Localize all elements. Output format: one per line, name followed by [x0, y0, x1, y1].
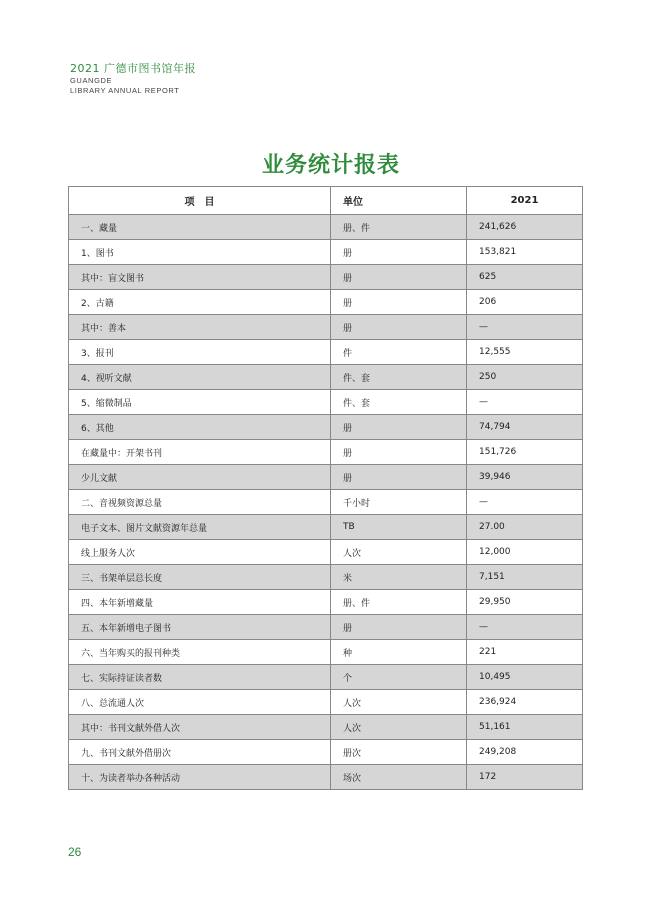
column-header-unit: 单位	[331, 187, 467, 215]
table-row	[69, 265, 583, 290]
cell-unit: 人次	[331, 715, 467, 740]
cell-value: 12,555	[467, 340, 583, 365]
table-row	[69, 465, 583, 490]
column-header-year: 2021	[467, 187, 583, 215]
report-header-sub2: LIBRARY ANNUAL REPORT	[70, 86, 180, 95]
page-number: 26	[68, 845, 82, 859]
cell-unit: 人次	[331, 540, 467, 565]
cell-unit: 册	[331, 465, 467, 490]
table-row	[69, 565, 583, 590]
cell-value: —	[467, 390, 583, 415]
cell-item: 六、当年购买的报刊种类	[69, 640, 331, 665]
cell-unit: 米	[331, 565, 467, 590]
report-header-title: 2021 广德市图书馆年报	[70, 62, 196, 75]
table-row	[69, 615, 583, 640]
table-row	[69, 690, 583, 715]
cell-item: 四、本年新增藏量	[69, 590, 331, 615]
table-row	[69, 215, 583, 240]
cell-value: 172	[467, 765, 583, 790]
cell-unit: 册次	[331, 740, 467, 765]
cell-item: 十、为读者举办各种活动	[69, 765, 331, 790]
table-row	[69, 390, 583, 415]
cell-unit: 人次	[331, 690, 467, 715]
cell-value: 221	[467, 640, 583, 665]
cell-value: 39,946	[467, 465, 583, 490]
cell-value: —	[467, 490, 583, 515]
table-row	[69, 665, 583, 690]
cell-item: 一、藏量	[69, 215, 331, 240]
table-row	[69, 415, 583, 440]
cell-value: 625	[467, 265, 583, 290]
cell-unit: 册	[331, 440, 467, 465]
cell-item: 二、音视频资源总量	[69, 490, 331, 515]
table-row	[69, 715, 583, 740]
cell-item: 线上服务人次	[69, 540, 331, 565]
cell-item: 其中：书刊文献外借人次	[69, 715, 331, 740]
cell-value: 12,000	[467, 540, 583, 565]
page-title: 业务统计报表	[261, 153, 400, 178]
cell-value: 206	[467, 290, 583, 315]
cell-unit: 册、件	[331, 590, 467, 615]
column-header-item: 项 目	[69, 187, 331, 215]
table-row	[69, 440, 583, 465]
table-row	[69, 365, 583, 390]
cell-value: 74,794	[467, 415, 583, 440]
cell-value: 7,151	[467, 565, 583, 590]
cell-unit: 件、套	[331, 365, 467, 390]
cell-value: —	[467, 615, 583, 640]
cell-item: 其中：盲文图书	[69, 265, 331, 290]
cell-item: 其中：善本	[69, 315, 331, 340]
cell-unit: 件	[331, 340, 467, 365]
table-row	[69, 740, 583, 765]
cell-item: 2、古籍	[69, 290, 331, 315]
cell-value: 236,924	[467, 690, 583, 715]
cell-unit: 册	[331, 265, 467, 290]
table-row	[69, 765, 583, 790]
cell-unit: 千小时	[331, 490, 467, 515]
cell-value: —	[467, 315, 583, 340]
cell-item: 九、书刊文献外借册次	[69, 740, 331, 765]
cell-unit: 种	[331, 640, 467, 665]
cell-item: 七、实际持证读者数	[69, 665, 331, 690]
table-row	[69, 340, 583, 365]
cell-value: 151,726	[467, 440, 583, 465]
cell-unit: 册	[331, 315, 467, 340]
cell-value: 51,161	[467, 715, 583, 740]
cell-value: 249,208	[467, 740, 583, 765]
cell-item: 6、其他	[69, 415, 331, 440]
cell-unit: 册	[331, 290, 467, 315]
cell-value: 153,821	[467, 240, 583, 265]
cell-unit: 册	[331, 615, 467, 640]
table-row	[69, 315, 583, 340]
cell-unit: 场次	[331, 765, 467, 790]
table-row	[69, 540, 583, 565]
cell-unit: 个	[331, 665, 467, 690]
cell-unit: 册	[331, 415, 467, 440]
cell-item: 1、图书	[69, 240, 331, 265]
report-header	[70, 62, 196, 96]
table-header-row	[69, 187, 583, 215]
report-header-sub1: GUANGDE	[70, 76, 113, 85]
cell-value: 250	[467, 365, 583, 390]
cell-item: 五、本年新增电子图书	[69, 615, 331, 640]
cell-item: 4、视听文献	[69, 365, 331, 390]
table-row	[69, 515, 583, 540]
cell-unit: 册、件	[331, 215, 467, 240]
cell-unit: TB	[331, 515, 467, 540]
cell-item: 电子文本、图片文献资源年总量	[69, 515, 331, 540]
cell-item: 少儿文献	[69, 465, 331, 490]
cell-item: 5、缩微制品	[69, 390, 331, 415]
table-row	[69, 290, 583, 315]
table-row	[69, 640, 583, 665]
table-body	[69, 215, 583, 790]
cell-value: 27.00	[467, 515, 583, 540]
cell-item: 三、书架单层总长度	[69, 565, 331, 590]
table-row	[69, 490, 583, 515]
cell-unit: 册	[331, 240, 467, 265]
table-row	[69, 240, 583, 265]
cell-unit: 件、套	[331, 390, 467, 415]
cell-item: 八、总流通人次	[69, 690, 331, 715]
cell-item: 3、报刊	[69, 340, 331, 365]
cell-item: 在藏量中：开架书刊	[69, 440, 331, 465]
cell-value: 29,950	[467, 590, 583, 615]
cell-value: 10,495	[467, 665, 583, 690]
statistics-table	[68, 186, 583, 790]
cell-value: 241,626	[467, 215, 583, 240]
table-row	[69, 590, 583, 615]
